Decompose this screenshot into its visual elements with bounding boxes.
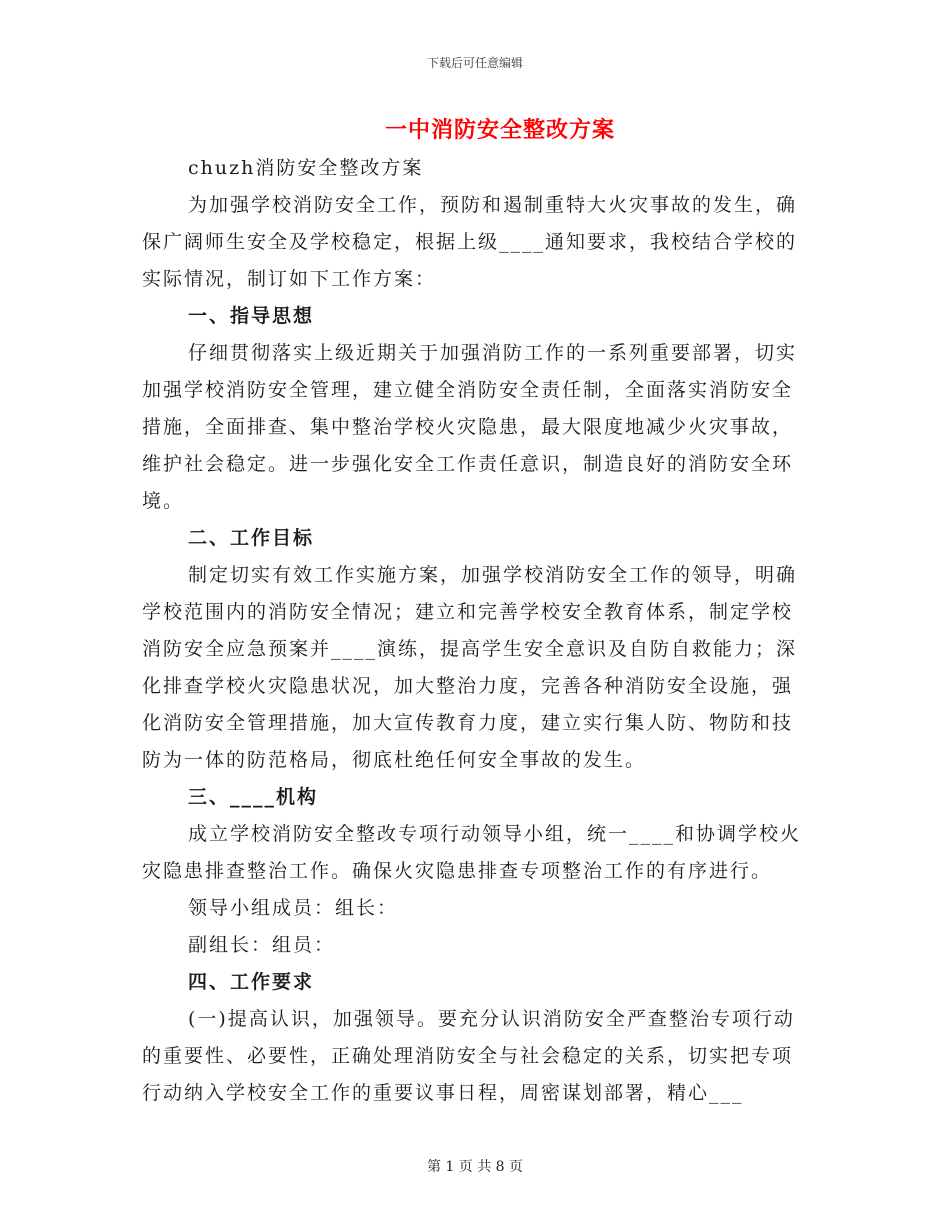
- body-paragraph: 领导小组成员：组长：: [188, 897, 399, 919]
- body-paragraph: 制定切实有效工作实施方案，加强学校消防安全工作的领导，明确学校范围内的消防安全情况；建立和完善学校安全教育体系，制定学校消防安全应急预案并____演练，提高学生安全意识及自防自救能力；深化排查学校火灾隐患状况，加大整治力度，完善各种消防安全设施，强化消防安全管理措施，加大宣传教育力度，建立实行集人防、物防和技防为一体的防范格局，彻底杜绝任何安全事故的发生。: [142, 564, 798, 771]
- body-paragraph: 成立学校消防安全整改专项行动领导小组，统一____和协调学校火灾隐患排查整治工作。确保火灾隐患排查专项整治工作的有序进行。: [142, 823, 802, 882]
- body-paragraph: (一)提高认识，加强领导。要充分认识消防安全严查整治专项行动的重要性、必要性，正确处理消防安全与社会稳定的关系，切实把专项行动纳入学校安全工作的重要议事日程，周密谋划部署，精心___: [142, 1008, 795, 1104]
- body-paragraph: 仔细贯彻落实上级近期关于加强消防工作的一系列重要部署，切实加强学校消防安全管理，建立健全消防安全责任制，全面落实消防安全措施，全面排查、集中整治学校火灾隐患，最大限度地减少火灾事故，维护社会稳定。进一步强化安全工作责任意识，制造良好的消防安全环境。: [142, 342, 798, 512]
- section-heading: 四、工作要求: [188, 971, 315, 993]
- body-paragraph: 副组长：组员：: [188, 934, 336, 956]
- body-paragraph: 为加强学校消防安全工作，预防和遏制重特大火灾事故的发生，确保广阔师生安全及学校稳定，根据上级____通知要求，我校结合学校的实际情况，制订如下工作方案：: [142, 194, 798, 290]
- section-heading: 二、工作目标: [188, 527, 315, 549]
- body-paragraph: chuzh消防安全整改方案: [188, 157, 424, 179]
- section-heading: 三、____机构: [188, 786, 319, 808]
- page-footer: 第 1 页 共 8 页: [426, 1159, 524, 1175]
- document-title: 一中消防安全整改方案: [384, 117, 615, 143]
- section-heading: 一、指导思想: [188, 305, 315, 327]
- header-note: 下载后可任意编辑: [426, 56, 523, 70]
- document-body: [142, 150, 806, 1112]
